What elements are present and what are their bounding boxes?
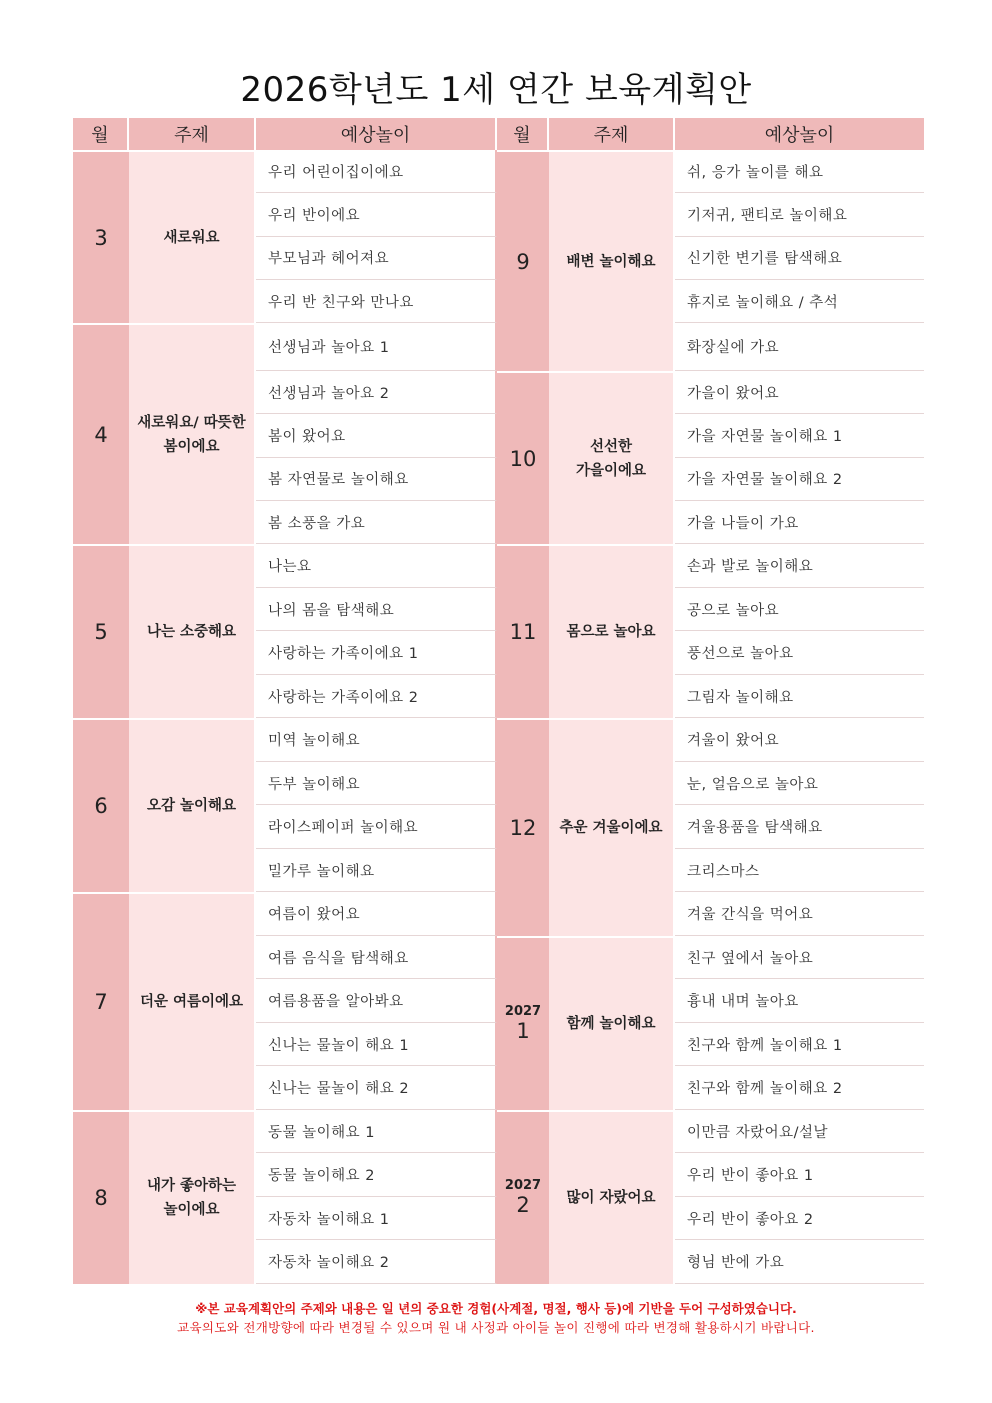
activity-item: 동물 놀이해요 1 <box>256 1110 497 1154</box>
activity-item: 사랑하는 가족이에요 2 <box>256 675 497 719</box>
activity-item: 공으로 놀아요 <box>675 588 924 632</box>
activity-item: 가을이 왔어요 <box>675 371 924 414</box>
activity-item: 가을 나들이 가요 <box>675 501 924 544</box>
month-cell <box>73 544 129 718</box>
theme-cell: 오감 놀이해요 <box>129 718 256 892</box>
month-number: 1 <box>516 1018 530 1043</box>
theme-cell: 새로워요/ 따뜻한 봄이에요 <box>129 323 256 544</box>
activity-item: 기저귀, 팬티로 놀이해요 <box>675 193 924 236</box>
activity-item: 가을 자연물 놀이해요 2 <box>675 458 924 501</box>
activity-item: 선생님과 놀아요 1 <box>256 323 497 371</box>
theme-cell: 더운 여름이에요 <box>129 892 256 1110</box>
activity-item: 여름이 왔어요 <box>256 892 497 936</box>
month-year: 2027 <box>504 1177 542 1193</box>
month-cell <box>497 718 549 936</box>
header-play-right: 예상놀이 <box>675 118 924 150</box>
activity-item: 봄이 왔어요 <box>256 414 497 457</box>
annual-plan-table <box>73 118 924 1284</box>
month-cell <box>497 371 549 544</box>
activity-item: 두부 놀이해요 <box>256 762 497 806</box>
activity-item: 신나는 물놀이 해요 1 <box>256 1023 497 1067</box>
month-cell <box>73 150 129 323</box>
month-number: 4 <box>94 422 108 447</box>
month-cell <box>73 892 129 1110</box>
month-number: 11 <box>509 620 537 645</box>
header-month-right: 월 <box>497 118 549 150</box>
activity-item: 자동차 놀이해요 2 <box>256 1240 497 1284</box>
activity-item: 나는요 <box>256 544 497 588</box>
theme-cell: 나는 소중해요 <box>129 544 256 718</box>
activity-item: 우리 반이에요 <box>256 193 497 236</box>
activity-item: 눈, 얼음으로 놀아요 <box>675 762 924 806</box>
activity-item: 신기한 변기를 탐색해요 <box>675 237 924 280</box>
activity-item: 이만큼 자랐어요/설날 <box>675 1110 924 1154</box>
activity-item: 쉬, 응가 놀이를 해요 <box>675 150 924 193</box>
month-cell <box>73 718 129 892</box>
activity-item: 풍선으로 놀아요 <box>675 631 924 675</box>
month-number: 3 <box>94 225 108 250</box>
activity-item: 겨울 간식을 먹어요 <box>675 892 924 936</box>
header-play-left: 예상놀이 <box>256 118 497 150</box>
month-cell <box>73 1110 129 1284</box>
activity-item: 봄 자연물로 놀이해요 <box>256 458 497 501</box>
header-month-left: 월 <box>73 118 129 150</box>
month-number: 5 <box>94 620 108 645</box>
activity-item: 여름 음식을 탐색해요 <box>256 936 497 980</box>
activity-item: 친구와 함께 놀이해요 2 <box>675 1066 924 1110</box>
month-number: 2 <box>516 1192 530 1217</box>
month-number: 8 <box>94 1185 108 1210</box>
month-number: 9 <box>516 249 530 274</box>
activity-item: 형님 반에 가요 <box>675 1240 924 1284</box>
activity-item: 우리 반이 좋아요 2 <box>675 1197 924 1241</box>
theme-cell: 내가 좋아하는 놀이에요 <box>129 1110 256 1284</box>
activity-item: 신나는 물놀이 해요 2 <box>256 1066 497 1110</box>
activity-item: 겨울용품을 탐색해요 <box>675 805 924 849</box>
footnote-main: ※본 교육계획안의 주제와 내용은 일 년의 중요한 경험(사계절, 명절, 행사 등)에 기반을 두어 구성하였습니다. <box>195 1301 797 1316</box>
activity-item: 사랑하는 가족이에요 1 <box>256 631 497 675</box>
activity-item: 친구와 함께 놀이해요 1 <box>675 1023 924 1067</box>
theme-cell: 함께 놀이해요 <box>549 936 675 1110</box>
activity-item: 휴지로 놀이해요 / 추석 <box>675 280 924 323</box>
activity-item: 미역 놀이해요 <box>256 718 497 762</box>
activity-item: 우리 반이 좋아요 1 <box>675 1153 924 1197</box>
activity-item: 손과 발로 놀이해요 <box>675 544 924 588</box>
month-cell <box>497 544 549 718</box>
activity-item: 겨울이 왔어요 <box>675 718 924 762</box>
month-cell <box>497 936 549 1110</box>
activity-item: 크리스마스 <box>675 849 924 893</box>
activity-item: 우리 반 친구와 만나요 <box>256 280 497 323</box>
activity-item: 봄 소풍을 가요 <box>256 501 497 544</box>
activity-item: 화장실에 가요 <box>675 323 924 371</box>
activity-item: 동물 놀이해요 2 <box>256 1153 497 1197</box>
activity-item: 나의 몸을 탐색해요 <box>256 588 497 632</box>
month-cell <box>497 1110 549 1284</box>
theme-cell: 배변 놀이해요 <box>549 150 675 371</box>
month-number: 12 <box>509 816 537 841</box>
activity-item: 선생님과 놀아요 2 <box>256 371 497 414</box>
page-title: 2026학년도 1세 연간 보육계획안 <box>240 70 752 110</box>
activity-item: 자동차 놀이해요 1 <box>256 1197 497 1241</box>
month-number: 10 <box>509 446 537 471</box>
month-cell <box>497 150 549 371</box>
theme-cell: 많이 자랐어요 <box>549 1110 675 1284</box>
activity-item: 밀가루 놀이해요 <box>256 849 497 893</box>
activity-item: 흉내 내며 놀아요 <box>675 979 924 1023</box>
footnote-sub: 교육의도와 전개방향에 따라 변경될 수 있으며 원 내 사정과 아이들 놀이 진행에 따라 변경해 활용하시기 바랍니다. <box>177 1320 815 1335</box>
theme-cell: 추운 겨울이에요 <box>549 718 675 936</box>
header-theme-right: 주제 <box>549 118 675 150</box>
month-number: 7 <box>94 990 108 1015</box>
month-cell <box>73 323 129 544</box>
month-year: 2027 <box>504 1003 542 1019</box>
activity-item: 우리 어린이집이에요 <box>256 150 497 193</box>
activity-item: 부모님과 헤어져요 <box>256 237 497 280</box>
month-number: 6 <box>94 794 108 819</box>
activity-item: 그림자 놀이해요 <box>675 675 924 719</box>
header-theme-left: 주제 <box>129 118 256 150</box>
activity-item: 라이스페이퍼 놀이해요 <box>256 805 497 849</box>
theme-cell: 선선한 가을이에요 <box>549 371 675 544</box>
activity-item: 가을 자연물 놀이해요 1 <box>675 414 924 457</box>
theme-cell: 새로워요 <box>129 150 256 323</box>
theme-cell: 몸으로 놀아요 <box>549 544 675 718</box>
activity-item: 친구 옆에서 놀아요 <box>675 936 924 980</box>
activity-item: 여름용품을 알아봐요 <box>256 979 497 1023</box>
